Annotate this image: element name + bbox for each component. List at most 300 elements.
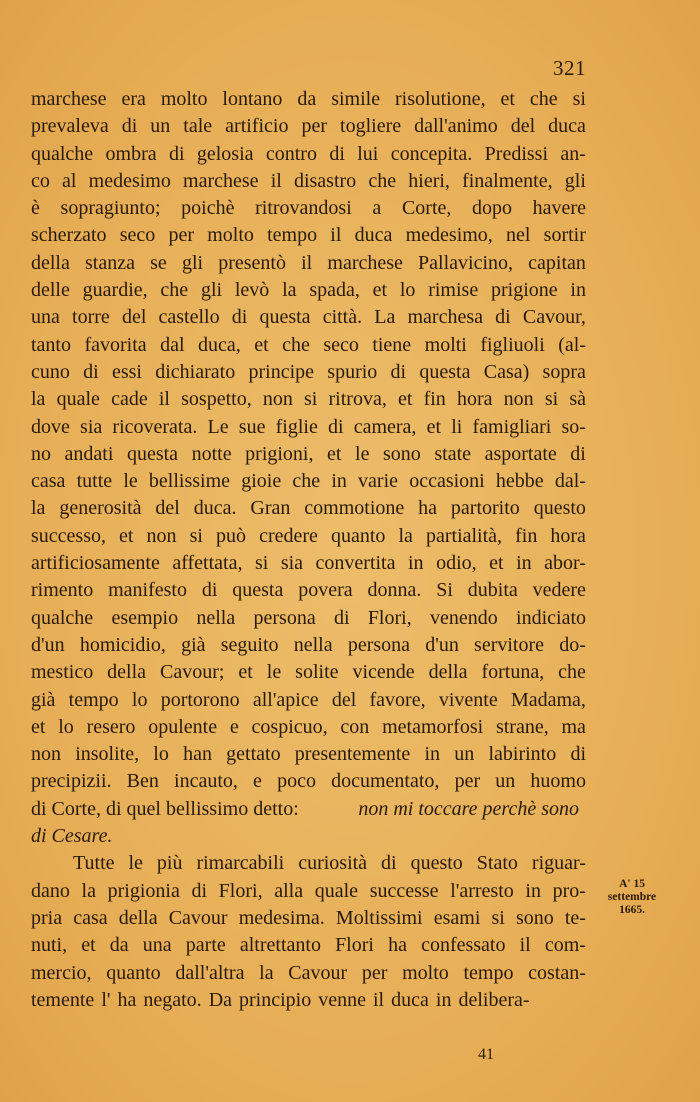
word: venne bbox=[318, 988, 366, 1011]
word: non bbox=[31, 743, 61, 766]
word: hora bbox=[456, 388, 493, 411]
word: si bbox=[254, 552, 269, 575]
word: della bbox=[118, 906, 158, 929]
word: più bbox=[156, 852, 183, 875]
word: opulente bbox=[148, 715, 218, 738]
word: convertita bbox=[315, 552, 396, 575]
word: dal- bbox=[554, 470, 586, 493]
text-line bbox=[31, 304, 586, 331]
word: tiene bbox=[372, 333, 412, 356]
word: tanto bbox=[31, 333, 71, 356]
word: il bbox=[301, 251, 313, 274]
page-number: 321 bbox=[553, 56, 586, 80]
word: la bbox=[259, 961, 274, 984]
margin-date-note bbox=[600, 878, 664, 917]
text-line bbox=[31, 741, 586, 768]
word: scherzato bbox=[31, 224, 107, 247]
word: questo bbox=[533, 497, 586, 520]
word: contro bbox=[265, 142, 317, 165]
word: casa bbox=[31, 470, 66, 493]
word: di bbox=[381, 852, 397, 875]
text-line bbox=[31, 222, 586, 249]
text-line bbox=[31, 113, 586, 140]
word: in bbox=[570, 279, 586, 302]
word: Flori, bbox=[218, 879, 263, 902]
word: già bbox=[181, 633, 206, 656]
word: dove bbox=[31, 415, 70, 438]
text-line bbox=[31, 495, 586, 522]
word: mestico bbox=[31, 661, 94, 684]
word: odio, bbox=[436, 552, 477, 575]
word: et bbox=[31, 715, 46, 738]
word: fin bbox=[423, 388, 446, 411]
word: qualche bbox=[31, 606, 94, 629]
word: Flori, bbox=[367, 606, 412, 629]
word: documentato, bbox=[331, 770, 440, 793]
word: do- bbox=[559, 633, 586, 656]
word: di bbox=[390, 360, 407, 383]
text-line bbox=[31, 605, 586, 632]
italic-quote: non mi toccare perchè sono bbox=[358, 797, 579, 820]
text-line bbox=[31, 414, 586, 441]
word: favore, bbox=[369, 688, 426, 711]
word: dano bbox=[31, 879, 70, 902]
word: lo bbox=[58, 715, 74, 738]
word: nuti, bbox=[31, 934, 68, 957]
text-line bbox=[31, 359, 586, 386]
word: della bbox=[31, 251, 70, 274]
word: mercio, bbox=[31, 961, 92, 984]
text-line bbox=[31, 386, 586, 413]
word: cade bbox=[111, 388, 148, 411]
word: seco bbox=[323, 333, 359, 356]
word: homicidio, bbox=[79, 633, 166, 656]
word: hora bbox=[550, 524, 586, 547]
word: la bbox=[31, 497, 46, 520]
word: al bbox=[62, 169, 77, 192]
word: è bbox=[31, 197, 40, 220]
word: levò bbox=[234, 279, 270, 302]
word: l'arresto bbox=[450, 879, 514, 902]
word: gettato bbox=[226, 743, 281, 766]
word: di bbox=[570, 442, 586, 465]
word: lo bbox=[153, 743, 169, 766]
text-line bbox=[31, 550, 586, 577]
text-line bbox=[31, 577, 586, 604]
word: si bbox=[572, 88, 586, 110]
word: sono bbox=[383, 442, 421, 465]
word: marchese bbox=[327, 251, 403, 274]
word: questa bbox=[126, 442, 179, 465]
word: la bbox=[398, 524, 413, 547]
word: sia bbox=[80, 415, 103, 438]
word: commotione bbox=[304, 497, 405, 520]
word: com- bbox=[544, 934, 586, 957]
word: questa bbox=[419, 360, 471, 383]
word: Casa) bbox=[483, 360, 530, 383]
word: varie bbox=[358, 470, 399, 493]
word: et bbox=[489, 552, 504, 575]
word: Cavour; bbox=[160, 661, 225, 684]
word: di bbox=[495, 306, 511, 329]
word: per bbox=[168, 224, 195, 247]
word: essi bbox=[111, 360, 142, 383]
word: Flori bbox=[335, 934, 374, 957]
word: no bbox=[31, 442, 51, 465]
text-line bbox=[31, 632, 586, 659]
word: Moltissimi bbox=[335, 906, 423, 929]
word: an- bbox=[560, 142, 586, 165]
word: capitan bbox=[528, 251, 586, 274]
word: manifesto bbox=[108, 579, 187, 602]
text-run: di Corte, di quel bellissimo detto: bbox=[31, 797, 299, 820]
word: prigionia bbox=[107, 879, 180, 902]
word: spada, bbox=[309, 279, 360, 302]
word: huomo bbox=[530, 770, 586, 793]
word: città. bbox=[322, 306, 363, 329]
word: prigione bbox=[490, 279, 558, 302]
word: di bbox=[333, 606, 350, 629]
word: ma bbox=[561, 715, 586, 738]
word: togliere bbox=[340, 115, 402, 138]
word: gioie bbox=[241, 470, 282, 493]
word: non bbox=[146, 524, 177, 547]
word: precipizii. bbox=[31, 770, 112, 793]
word: et bbox=[327, 442, 342, 465]
text-line bbox=[31, 468, 586, 495]
word: partorito bbox=[450, 497, 520, 520]
word: le bbox=[266, 661, 282, 684]
word: dubita bbox=[467, 579, 518, 602]
word: incauto, bbox=[174, 770, 238, 793]
word: molto bbox=[160, 88, 208, 110]
text-line bbox=[31, 932, 586, 959]
word: portorono bbox=[160, 688, 240, 711]
word: La bbox=[374, 306, 396, 329]
word: in bbox=[435, 988, 452, 1011]
word: vedere bbox=[532, 579, 586, 602]
word: medesimo bbox=[88, 169, 171, 192]
text-line bbox=[31, 823, 586, 850]
word: da bbox=[297, 88, 317, 110]
word: et bbox=[426, 415, 442, 438]
word: solite bbox=[295, 661, 339, 684]
italic-quote: di Cesare. bbox=[31, 825, 113, 848]
word: Tutte bbox=[73, 852, 115, 875]
text-line bbox=[31, 332, 586, 359]
margin-note-line: settembre bbox=[607, 891, 657, 903]
word: marchese bbox=[31, 88, 107, 110]
word: si bbox=[189, 524, 203, 547]
word: duca. bbox=[193, 497, 237, 520]
word: molti bbox=[424, 333, 467, 356]
word: qualche bbox=[31, 142, 94, 165]
text-line bbox=[31, 987, 586, 1014]
word: la bbox=[31, 388, 46, 411]
word: casa bbox=[73, 906, 108, 929]
word: Cavour bbox=[288, 961, 348, 984]
word: ricoverata. bbox=[112, 415, 198, 438]
word: generosità bbox=[59, 497, 142, 520]
word: tempo bbox=[267, 224, 318, 247]
word: duca bbox=[354, 224, 393, 247]
word: delibera- bbox=[458, 988, 530, 1011]
word: Cavour bbox=[168, 906, 228, 929]
word: sortir bbox=[543, 224, 586, 247]
word: di bbox=[231, 306, 248, 329]
word: parte bbox=[185, 934, 226, 957]
word: persona bbox=[253, 606, 316, 629]
word: te- bbox=[564, 906, 586, 929]
word: per bbox=[454, 770, 481, 793]
word: sà bbox=[569, 388, 586, 411]
word: principe bbox=[248, 360, 315, 383]
word: le bbox=[123, 470, 138, 493]
word: fortuna, bbox=[481, 661, 545, 684]
word: quale bbox=[314, 879, 359, 902]
word: non bbox=[262, 388, 293, 411]
word: pria bbox=[31, 906, 63, 929]
word: in bbox=[516, 552, 532, 575]
word: hieri, bbox=[408, 169, 450, 192]
word: pro- bbox=[552, 879, 586, 902]
word: in bbox=[408, 552, 424, 575]
word: in bbox=[424, 743, 441, 766]
text-line bbox=[31, 796, 586, 823]
word: quanto bbox=[106, 961, 161, 984]
word: gli bbox=[200, 279, 223, 302]
word: marchese bbox=[183, 169, 259, 192]
text-line bbox=[31, 141, 586, 168]
word: se bbox=[150, 251, 167, 274]
word: vivente bbox=[438, 688, 498, 711]
word: metamorfosi bbox=[382, 715, 484, 738]
word: molto bbox=[207, 224, 254, 247]
text-line bbox=[31, 277, 586, 304]
word: havere bbox=[532, 197, 586, 220]
word: costan- bbox=[528, 961, 586, 984]
word: tale bbox=[183, 115, 213, 138]
text-line bbox=[31, 687, 586, 714]
word: medesima. bbox=[238, 906, 325, 929]
word: et bbox=[81, 934, 96, 957]
word: bellissime bbox=[148, 470, 231, 493]
text-line bbox=[31, 523, 586, 550]
word: et bbox=[372, 279, 388, 302]
word: medesimo, bbox=[405, 224, 493, 247]
word: Madama, bbox=[510, 688, 586, 711]
word: Stato bbox=[476, 852, 518, 875]
word: tempo bbox=[463, 961, 514, 984]
word: ha bbox=[388, 934, 407, 957]
word: può bbox=[216, 524, 247, 547]
word: povera bbox=[298, 579, 353, 602]
word: Gran bbox=[250, 497, 291, 520]
word: andati bbox=[64, 442, 114, 465]
word: Predissi bbox=[484, 142, 548, 165]
word: con bbox=[340, 715, 370, 738]
word: si bbox=[491, 906, 505, 929]
word: del bbox=[331, 688, 357, 711]
word: quanto bbox=[330, 524, 386, 547]
word: prigioni, bbox=[245, 442, 314, 465]
text-line bbox=[31, 768, 586, 795]
word: del bbox=[155, 497, 180, 520]
word: duca bbox=[548, 115, 586, 138]
word: curiosità bbox=[298, 852, 368, 875]
word: esami bbox=[433, 906, 481, 929]
word: figlie bbox=[275, 415, 318, 438]
word: gli bbox=[564, 169, 586, 192]
word: sue bbox=[238, 415, 266, 438]
word: gelosia bbox=[196, 142, 254, 165]
word: so- bbox=[561, 415, 586, 438]
word: partialità, bbox=[425, 524, 503, 547]
word: in bbox=[525, 879, 541, 902]
word: han bbox=[183, 743, 212, 766]
margin-note-line: 1665. bbox=[619, 904, 645, 916]
word: figliuoli bbox=[480, 333, 545, 356]
word: dal bbox=[160, 333, 185, 356]
word: occasioni bbox=[409, 470, 485, 493]
word: presentò bbox=[218, 251, 286, 274]
word: duca bbox=[391, 988, 429, 1011]
text-line bbox=[31, 168, 586, 195]
word: per bbox=[301, 115, 328, 138]
text-line bbox=[31, 659, 586, 686]
word: Ben bbox=[126, 770, 159, 793]
word: di bbox=[201, 579, 218, 602]
word: di bbox=[191, 879, 208, 902]
word: et bbox=[238, 661, 253, 684]
word: questa bbox=[232, 579, 284, 602]
word: quale bbox=[56, 388, 100, 411]
word: seguito bbox=[220, 633, 279, 656]
word: del bbox=[510, 115, 536, 138]
word: servitore bbox=[474, 633, 545, 656]
word: le bbox=[355, 442, 370, 465]
word: esempio bbox=[111, 606, 179, 629]
word: molto bbox=[402, 961, 449, 984]
word: il bbox=[330, 224, 342, 247]
text-line bbox=[31, 905, 586, 932]
text-line bbox=[31, 878, 586, 905]
word: il bbox=[270, 169, 282, 192]
word: Cavour, bbox=[522, 306, 586, 329]
word: Si bbox=[436, 579, 453, 602]
word: prevaleva bbox=[31, 115, 109, 138]
word: di bbox=[570, 743, 586, 766]
text-line bbox=[31, 960, 586, 987]
word: credere bbox=[259, 524, 318, 547]
word: rimento bbox=[31, 579, 94, 602]
word: abor- bbox=[544, 552, 586, 575]
word: Corte, bbox=[401, 197, 452, 220]
word: era bbox=[121, 88, 146, 110]
word: questo bbox=[410, 852, 463, 875]
word: d'un bbox=[31, 633, 65, 656]
word: affettata, bbox=[172, 552, 243, 575]
word: il bbox=[158, 388, 170, 411]
word: altrettanto bbox=[239, 934, 321, 957]
word: ritrovandosi bbox=[255, 197, 352, 220]
word: lui bbox=[357, 142, 379, 165]
word: poco bbox=[277, 770, 316, 793]
word: ombra bbox=[105, 142, 157, 165]
word: che bbox=[529, 88, 558, 110]
printer-signature: 41 bbox=[478, 1046, 494, 1063]
word: cuno bbox=[31, 360, 70, 383]
word: artificiosamente bbox=[31, 552, 160, 575]
text-line bbox=[31, 195, 586, 222]
word: li bbox=[451, 415, 463, 438]
word: rimarcabili bbox=[196, 852, 285, 875]
word: marchesa bbox=[407, 306, 484, 329]
word: dopo bbox=[472, 197, 513, 220]
word: notte bbox=[191, 442, 232, 465]
word: strane, bbox=[495, 715, 549, 738]
word: rimise bbox=[428, 279, 479, 302]
word: che bbox=[160, 279, 189, 302]
word: di bbox=[121, 115, 138, 138]
word: Le bbox=[207, 415, 229, 438]
word: favorita bbox=[84, 333, 147, 356]
word: co bbox=[31, 169, 50, 192]
word: simile bbox=[331, 88, 381, 110]
word: insolite, bbox=[75, 743, 140, 766]
word: che bbox=[368, 169, 397, 192]
word: nella bbox=[196, 606, 236, 629]
word: disastro bbox=[293, 169, 357, 192]
word: spurio bbox=[327, 360, 378, 383]
word: di bbox=[168, 142, 185, 165]
word: camera, bbox=[353, 415, 417, 438]
word: Pallavicino, bbox=[418, 251, 514, 274]
word: sono bbox=[515, 906, 554, 929]
word: lo bbox=[399, 279, 416, 302]
word: seco bbox=[119, 224, 156, 247]
word: gli bbox=[181, 251, 204, 274]
word: di bbox=[329, 142, 345, 165]
text-line bbox=[31, 250, 586, 277]
word: artificio bbox=[225, 115, 289, 138]
word: si bbox=[304, 388, 318, 411]
word: risolutione, bbox=[395, 88, 486, 110]
word: poichè bbox=[181, 197, 235, 220]
word: che bbox=[292, 470, 321, 493]
word: del bbox=[121, 306, 147, 329]
word: negato. bbox=[143, 988, 202, 1011]
word: per bbox=[361, 961, 388, 984]
word: vicende bbox=[352, 661, 415, 684]
word: delle bbox=[31, 279, 70, 302]
word: e bbox=[253, 770, 262, 793]
word: che bbox=[558, 661, 586, 684]
word: il bbox=[519, 934, 531, 957]
text-line bbox=[31, 714, 586, 741]
word: sopra bbox=[542, 360, 586, 383]
word: la bbox=[282, 279, 297, 302]
word: dichiarato bbox=[155, 360, 236, 383]
word: asportate bbox=[484, 442, 557, 465]
word: che bbox=[282, 333, 310, 356]
word: successo, bbox=[31, 524, 106, 547]
word: dall'altra bbox=[175, 961, 245, 984]
word: e bbox=[229, 715, 239, 738]
word: questa bbox=[259, 306, 311, 329]
word: un bbox=[454, 743, 475, 766]
body-text bbox=[31, 86, 586, 1014]
